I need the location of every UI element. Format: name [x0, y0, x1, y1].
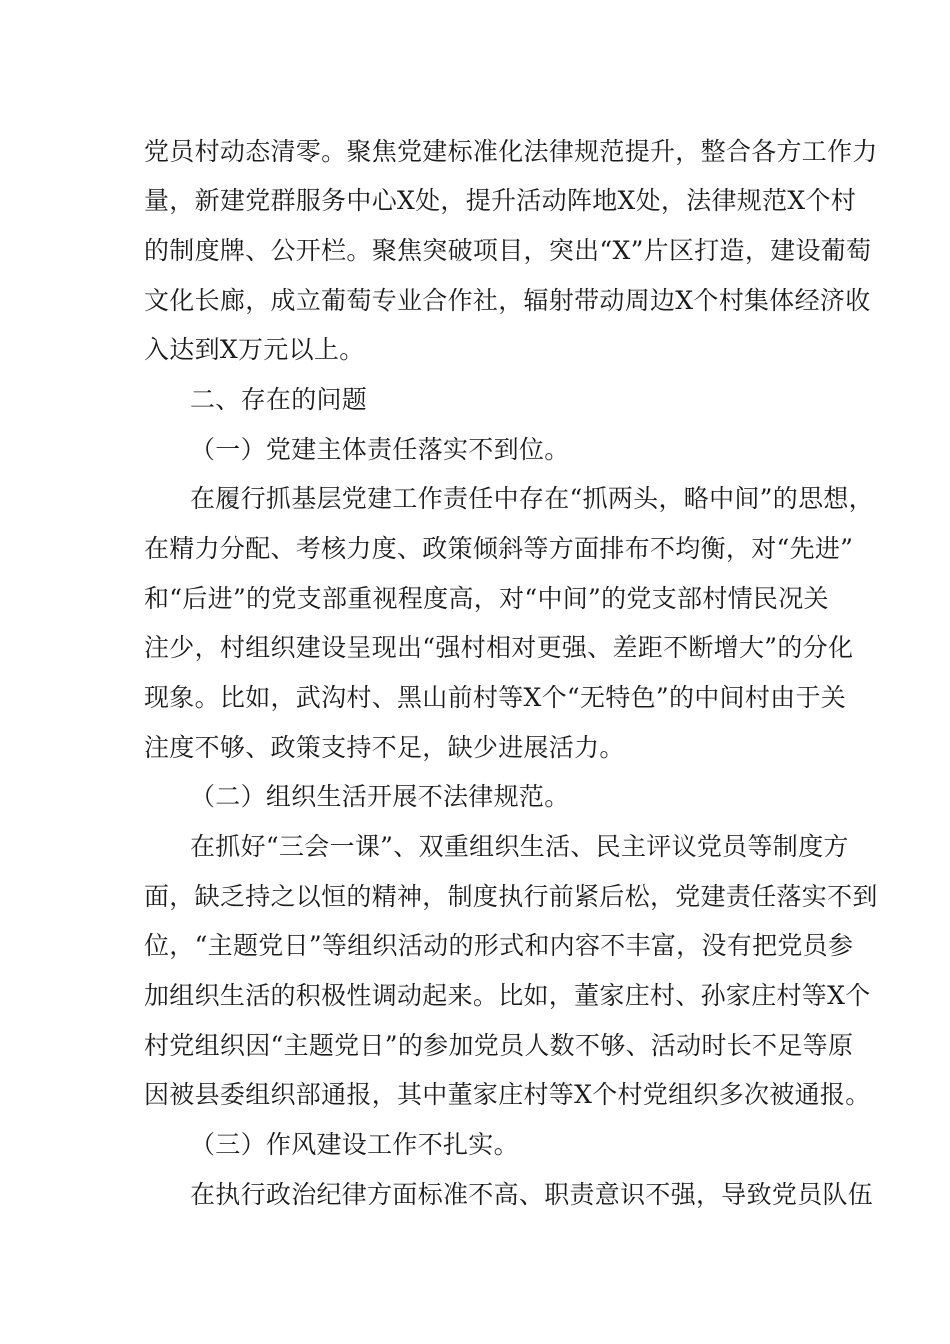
paragraph-line: 和“后进”的党支部重视程度高，对“中间”的党支部村情民况关 — [144, 584, 829, 613]
paragraph-line: 现象。比如，武沟村、黑山前村等X个“无特色”的中间村由于关 — [144, 683, 847, 712]
paragraph-line: 注度不够、政策支持不足，缺少进展活力。 — [144, 733, 625, 762]
subsection-heading: （三）作风建设工作不扎实。 — [190, 1130, 519, 1159]
subsection-heading: （二）组织生活开展不法律规范。 — [190, 782, 570, 811]
paragraph-line: 党员村动态清零。聚焦党建标准化法律规范提升，整合各方工作力 — [144, 137, 878, 166]
paragraph-line: 因被县委组织部通报，其中董家庄村等X个村党组织多次被通报。 — [144, 1080, 871, 1109]
paragraph-line: 在执行政治纪律方面标准不高、职责意识不强，导致党员队伍 — [190, 1180, 874, 1209]
paragraph-line: 注少，村组织建设呈现出“强村相对更强、差距不断增大”的分化 — [144, 633, 854, 662]
paragraph-line: 村党组织因“主题党日”的参加党员人数不够、活动时长不足等原 — [144, 1031, 854, 1060]
section-heading: 二、存在的问题 — [190, 385, 368, 414]
paragraph-line: 在履行抓基层党建工作责任中存在“抓两头，略中间”的思想， — [190, 484, 874, 513]
paragraph-line: 量，新建党群服务中心X处，提升活动阵地X处，法律规范X个村 — [144, 186, 857, 215]
paragraph-line: 在精力分配、考核力度、政策倾斜等方面排布不均衡，对“先进” — [144, 534, 854, 563]
paragraph-line: 文化长廊，成立葡萄专业合作社，辐射带动周边X个村集体经济收 — [144, 286, 871, 315]
paragraph-line: 的制度牌、公开栏。聚焦突破项目，突出“X”片区打造，建设葡萄 — [144, 236, 872, 265]
paragraph-line: 入达到X万元以上。 — [144, 335, 365, 364]
paragraph-line: 位，“主题党日”等组织活动的形式和内容不丰富，没有把党员参 — [144, 931, 854, 960]
paragraph-line: 加组织生活的积极性调动起来。比如，董家庄村、孙家庄村等X个 — [144, 981, 871, 1010]
subsection-heading: （一）党建主体责任落实不到位。 — [190, 435, 570, 464]
paragraph-line: 面，缺乏持之以恒的精神，制度执行前紧后松，党建责任落实不到 — [144, 882, 878, 911]
paragraph-line: 在抓好“三会一课”、双重组织生活、民主评议党员等制度方 — [190, 832, 849, 861]
